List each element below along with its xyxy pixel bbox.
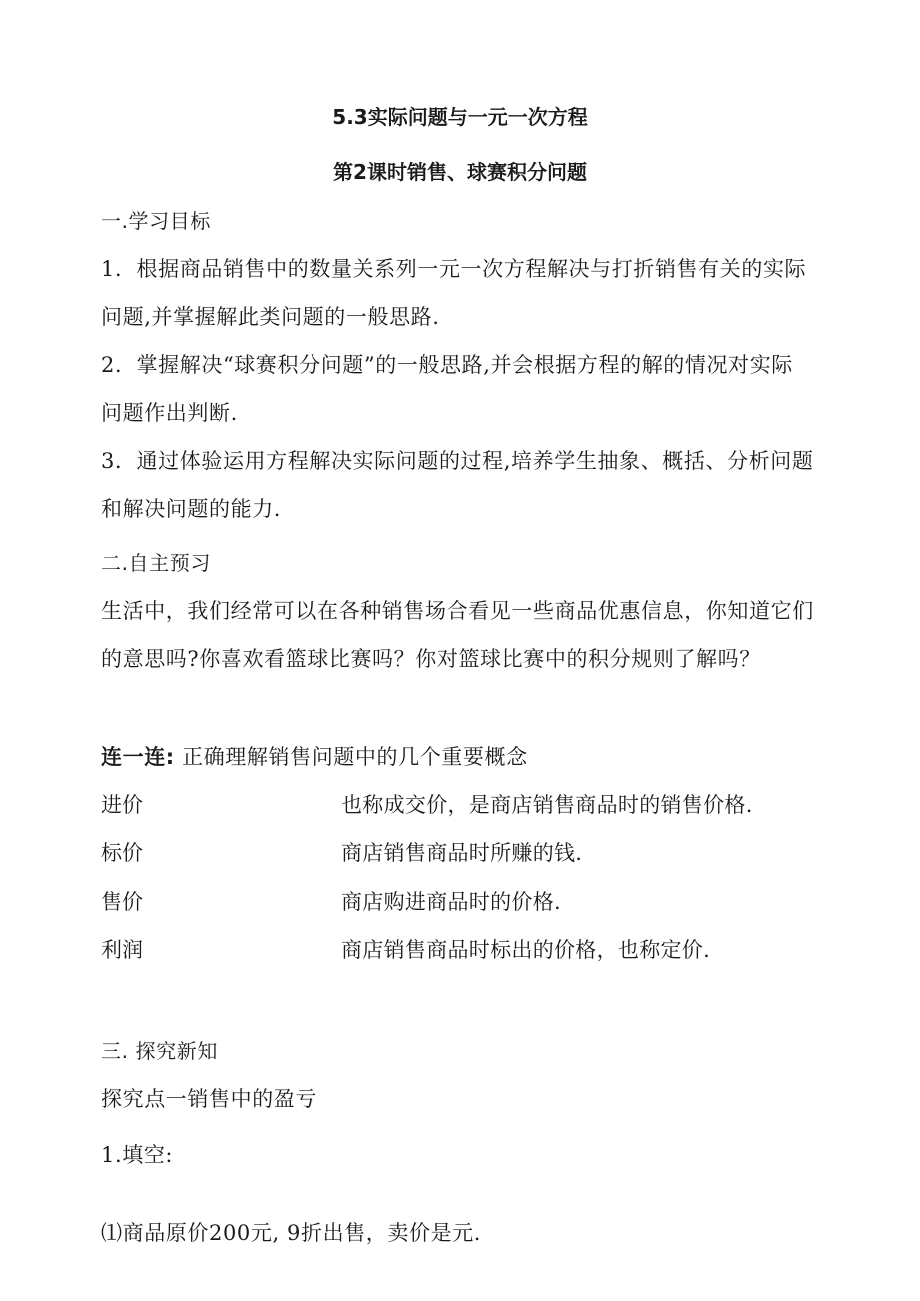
- matching-definition-2: 商店销售商品时所赚的钱.: [341, 841, 583, 865]
- goal-3-line-2: 和解决问题的能力.: [101, 497, 282, 521]
- matching-definition-3: 商店购进商品时的价格.: [341, 890, 561, 914]
- question-1: ⑴商品原价200元, 9折出售，卖价是元.: [101, 1221, 482, 1245]
- matching-term-3: 售价: [101, 890, 143, 914]
- goal-1-line-2: 问题,并掌握解此类问题的一般思路.: [101, 305, 440, 329]
- document-title: 5.3实际问题与一元一次方程: [332, 105, 588, 129]
- matching-definition-4: 商店销售商品时标出的价格，也称定价.: [341, 938, 711, 962]
- matching-term-4: 利润: [101, 938, 143, 962]
- goal-2-line-2: 问题作出判断.: [101, 401, 238, 425]
- fill-in-label: 1.填空:: [101, 1143, 174, 1167]
- matching-term-2: 标价: [101, 841, 143, 865]
- goal-2-line-1: 2．掌握解决“球赛积分问题”的一般思路,并会根据方程的解的情况对实际: [101, 353, 793, 377]
- explore-point-1: 探究点一销售中的盈亏: [101, 1087, 317, 1111]
- matching-intro: [101, 742, 528, 772]
- matching-intro-text: 正确理解销售问题中的几个重要概念: [182, 745, 528, 769]
- goal-3-line-1: 3．通过体验运用方程解决实际问题的过程,培养学生抽象、概括、分析问题: [101, 449, 814, 473]
- document-subtitle: 第2课时销售、球赛积分问题: [333, 160, 587, 184]
- self-study-line-1: 生活中，我们经常可以在各种销售场合看见一些商品优惠信息，你知道它们: [101, 599, 814, 623]
- self-study-line-2: 的意思吗?你喜欢看篮球比赛吗？你对篮球比赛中的积分规则了解吗？: [101, 647, 761, 671]
- section-heading-self-study: 二.自主预习: [101, 551, 211, 575]
- section-heading-explore: 三. 探究新知: [101, 1039, 218, 1063]
- matching-definition-1: 也称成交价，是商店销售商品时的销售价格.: [341, 793, 753, 817]
- matching-prefix: 连一连:: [101, 745, 175, 769]
- matching-term-1: 进价: [101, 793, 143, 817]
- section-heading-learning-goals: 一.学习目标: [101, 209, 211, 233]
- goal-1-line-1: 1．根据商品销售中的数量关系列一元一次方程解决与打折销售有关的实际: [101, 257, 807, 281]
